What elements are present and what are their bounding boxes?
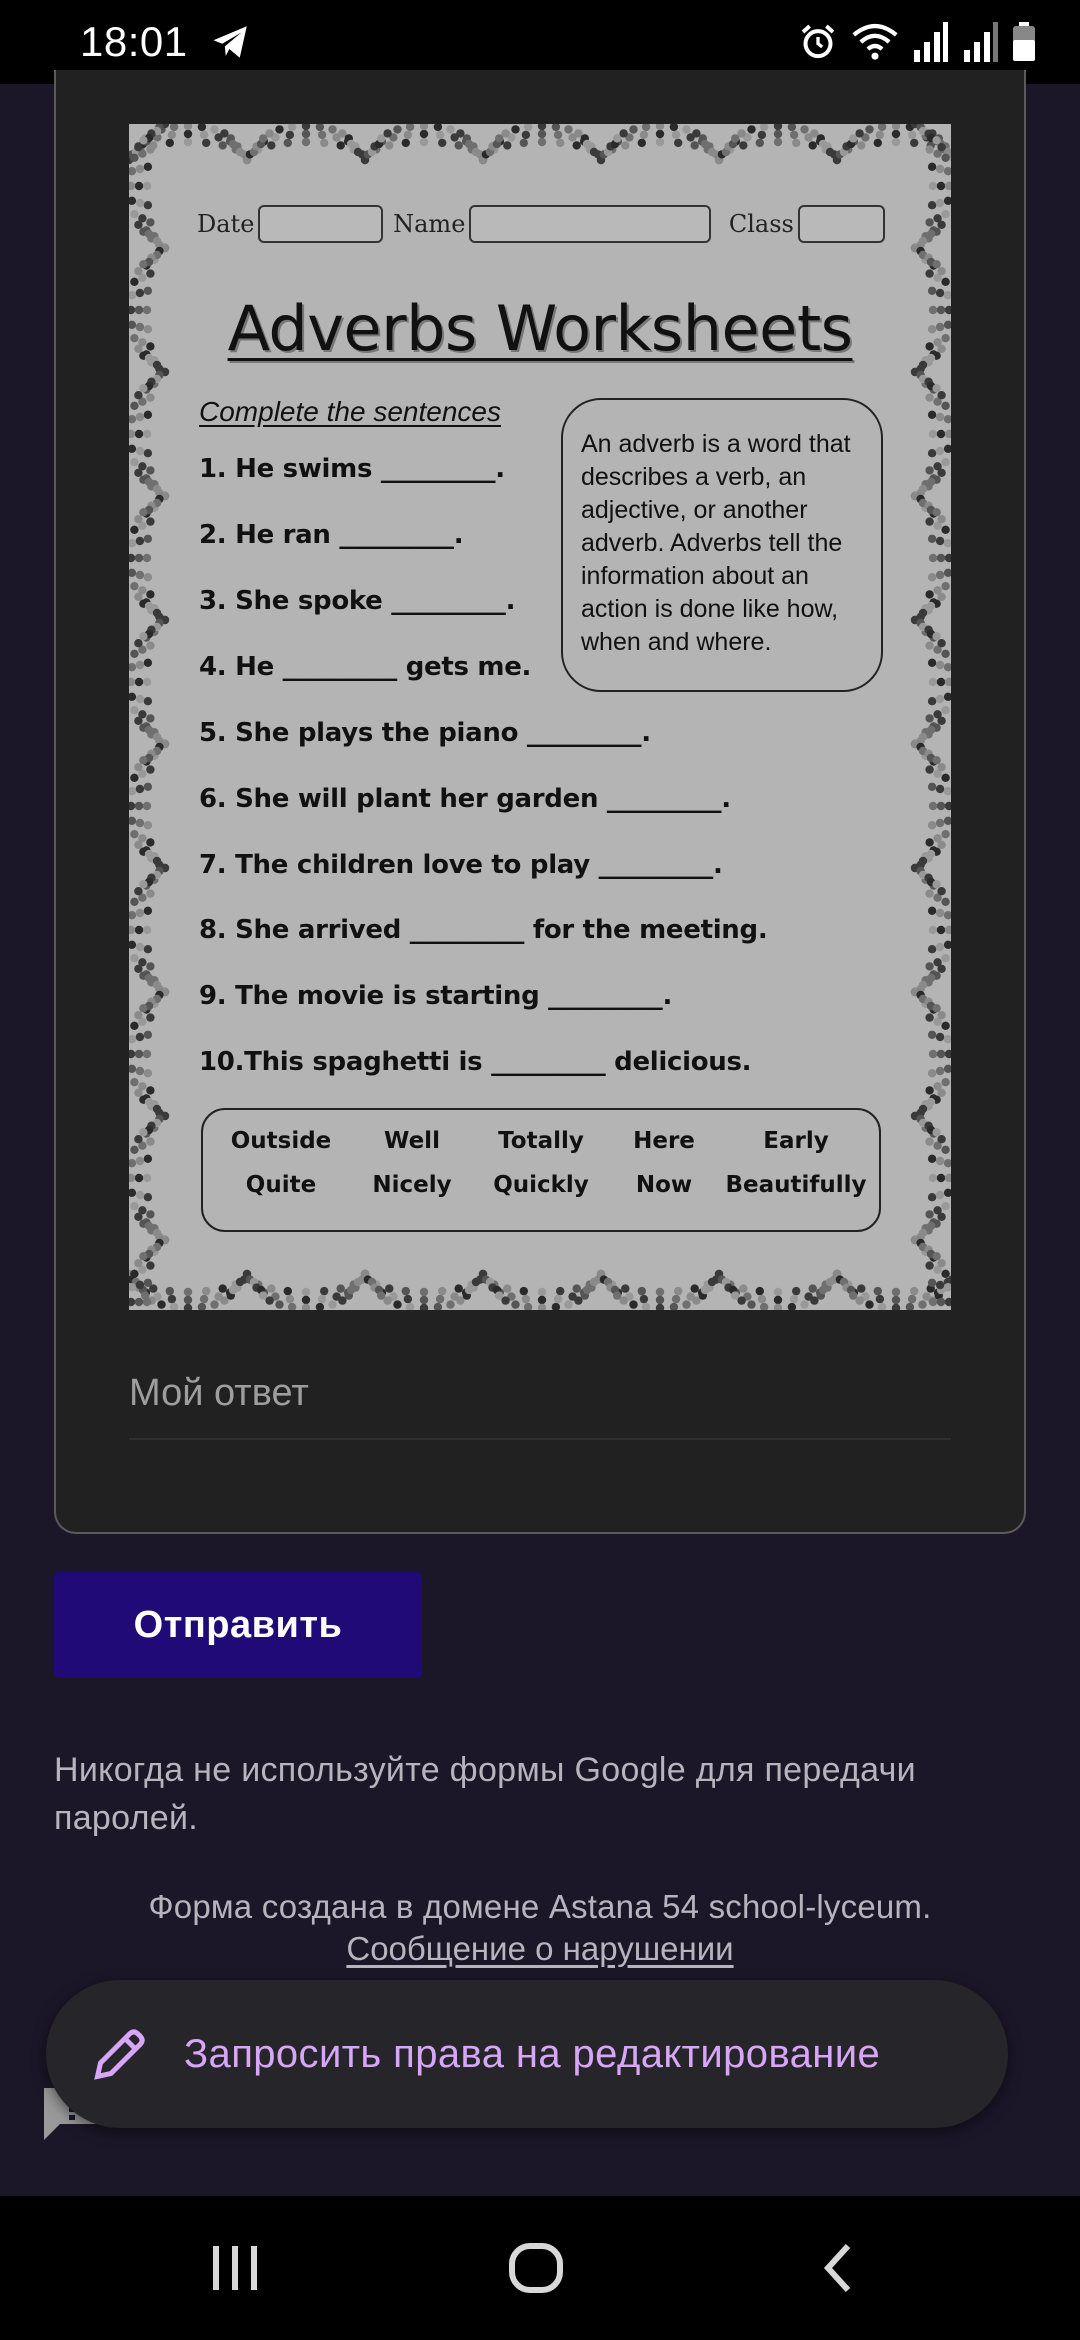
alarm-icon	[798, 22, 838, 62]
worksheet-header	[197, 204, 885, 244]
question-5: 5. She plays the piano _________.	[199, 718, 651, 748]
word-bank-item: Quickly	[493, 1172, 589, 1198]
question-1: 1. He swims _________.	[199, 454, 505, 484]
word-bank-item: Here	[633, 1128, 695, 1154]
adverb-definition: An adverb is a word that describes a verb, an adjective, or another adverb. Adverbs tell the information about an action is done like how, when and where.	[561, 398, 883, 692]
question-3: 3. She spoke _________.	[199, 586, 516, 616]
recent-apps-icon[interactable]	[205, 2238, 265, 2298]
question-6: 6. She will plant her garden _________.	[199, 784, 731, 814]
date-label: Date	[197, 210, 255, 238]
class-label: Class	[728, 210, 794, 238]
name-label: Name	[393, 210, 466, 238]
question-7: 7. The children love to play _________.	[199, 850, 723, 880]
word-bank-item: Nicely	[372, 1172, 452, 1198]
answer-input[interactable]: Мой ответ	[129, 1372, 309, 1414]
password-warning: Никогда не используйте формы Google для передачи паролей.	[54, 1751, 916, 1837]
domain-notice: Форма создана в домене Astana 54 school-lyceum.	[148, 1888, 932, 1925]
date-box	[258, 205, 383, 243]
word-bank-item: Now	[635, 1172, 693, 1198]
worksheet-subtitle: Complete the sentences	[199, 396, 501, 427]
question-10: 10.This spaghetti is _________ delicious.	[199, 1047, 752, 1077]
signal-icon-2	[962, 22, 998, 62]
word-bank	[201, 1108, 881, 1232]
word-bank-item: Quite	[245, 1172, 317, 1198]
worksheet-image	[129, 124, 951, 1310]
report-abuse-link[interactable]: Сообщение о нарушении	[346, 1930, 734, 1967]
signal-icon	[912, 22, 948, 62]
class-box	[798, 205, 885, 243]
home-icon[interactable]	[506, 2238, 566, 2298]
word-bank-item: Early	[763, 1128, 829, 1154]
word-bank-item: Totally	[498, 1128, 584, 1154]
pencil-icon	[90, 2024, 150, 2084]
question-8: 8. She arrived _________ for the meeting.	[199, 915, 768, 945]
question-4: 4. He _________ gets me.	[199, 652, 532, 682]
word-bank-item: Beautifully	[725, 1172, 867, 1198]
request-edit-button[interactable]	[46, 1980, 1008, 2128]
word-bank-item: Outside	[230, 1128, 332, 1154]
telegram-icon	[210, 21, 252, 63]
question-9: 9. The movie is starting _________.	[199, 981, 673, 1011]
word-bank-item: Well	[384, 1128, 440, 1154]
wifi-icon	[852, 22, 898, 62]
status-icons	[798, 22, 1036, 62]
question-2: 2. He ran _________.	[199, 520, 464, 550]
submit-button[interactable]: Отправить	[54, 1572, 422, 1678]
request-edit-label: Запросить права на редактирование	[184, 2031, 881, 2076]
status-time: 18:01	[80, 18, 188, 65]
answer-underline	[129, 1438, 951, 1440]
battery-icon	[1012, 22, 1036, 62]
worksheet-title: Adverbs Worksheets	[227, 292, 853, 365]
back-icon[interactable]	[810, 2238, 870, 2298]
navigation-bar	[0, 2196, 1080, 2340]
name-box	[469, 205, 710, 243]
